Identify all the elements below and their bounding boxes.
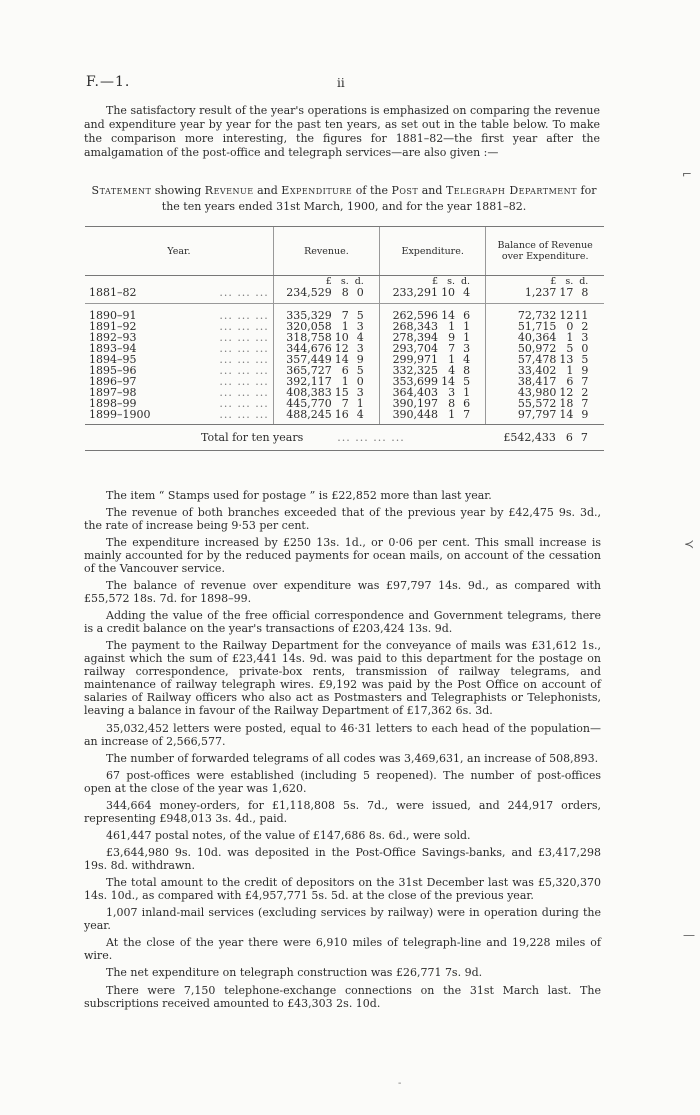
total-pounds: £542,433 [503, 431, 556, 444]
revenue-cell [273, 287, 379, 304]
balance-cell [486, 409, 604, 425]
amount-shillings: 3 [448, 386, 456, 399]
table-row [85, 409, 604, 425]
amount-pence: 2 [581, 320, 589, 333]
body-paragraph: 67 post-offices were established (including 5 reopened). The number of post-offices open at the close of the year was 1,620. [84, 768, 601, 795]
amount-shillings: 12 [334, 342, 349, 355]
year-label: 1895–96 [89, 364, 137, 377]
unit-pound: £ [325, 276, 332, 287]
caption-text: and [253, 184, 282, 197]
amount-pence: 9 [581, 364, 589, 377]
amount-shillings: 10 [441, 286, 456, 299]
amount-pounds: 392,117 [286, 375, 332, 388]
unit-shilling: s. [447, 276, 456, 287]
balance-cell [486, 304, 604, 322]
total-balance-cell [486, 425, 604, 451]
amount-shillings: 1 [448, 353, 456, 366]
amount-pounds: 299,971 [392, 353, 439, 366]
amount-pounds: 72,732 [517, 309, 557, 322]
leader-dots: ... ... ... [219, 397, 269, 410]
body-paragraph: 461,447 postal notes, of the value of £147,686 8s. 6d., were sold. [106, 828, 471, 842]
amount-shillings: 7 [448, 342, 456, 355]
year-label: 1881–82 [89, 286, 137, 299]
unit-pound: £ [432, 276, 439, 287]
amount-pence: 7 [581, 375, 589, 388]
body-paragraph: The total amount to the credit of depositors on the 31st December last was £5,320,370 14s. 10d., as compared with £4,957,771 5s. 5d. at the close of the previous year. [84, 876, 601, 903]
amount-pounds: 364,403 [392, 386, 439, 399]
body-paragraph: The number of forwarded telegrams of all codes was 3,469,631, an increase of 508,893. [106, 751, 599, 765]
amount-shillings: 7 [341, 309, 349, 322]
leader-dots: ... ... ... [219, 342, 269, 355]
leader-dots: ... ... ... [219, 408, 269, 421]
amount-shillings: 8 [448, 397, 456, 410]
body-paragraph: 35,032,452 letters were posted, equal to 46·31 letters to each head of the population—an increase of 2,566,577. [84, 721, 601, 748]
amount-pounds: 51,715 [517, 320, 557, 333]
amount-pounds: 390,448 [392, 408, 439, 421]
revenue-expenditure-table [85, 226, 604, 451]
year-label: 1891–92 [89, 320, 137, 333]
amount-shillings: 1 [448, 320, 456, 333]
amount-shillings: 17 [559, 286, 574, 299]
margin-mark: ⌐ [682, 167, 693, 181]
amount-pence: 8 [463, 364, 471, 377]
amount-pence: 4 [356, 331, 364, 344]
amount-pounds: 50,972 [517, 342, 557, 355]
amount-pence: 5 [356, 309, 364, 322]
expenditure-cell [380, 409, 486, 425]
amount-pence: 8 [581, 286, 589, 299]
margin-mark: — [683, 928, 695, 942]
caption-text: for the ten years ended 31st March, 1900, and for the year 1881–82. [161, 184, 597, 213]
unit-shilling: s. [565, 276, 574, 287]
total-row [85, 425, 604, 451]
amount-pence: 2 [581, 386, 589, 399]
leader-dots: ... ... ... [219, 331, 269, 344]
year-cell [85, 304, 273, 322]
amount-shillings: 14 [441, 309, 456, 322]
amount-pounds: 344,676 [286, 342, 332, 355]
amount-shillings: 1 [341, 375, 349, 388]
unit-pence: d. [460, 276, 471, 287]
leader-dots: ... ... ... [219, 375, 269, 388]
amount-pence: 7 [463, 408, 471, 421]
body-paragraph: £3,644,980 9s. 10d. was deposited in the Post-Office Savings-banks, and £3,417,298 19s. 8d. withdrawn. [84, 846, 601, 873]
body-paragraph: The net expenditure on telegraph construction was £26,771 7s. 9d. [106, 966, 483, 980]
caption-text: of the [352, 184, 392, 197]
table-body [85, 276, 604, 451]
amount-pence: 11 [574, 309, 589, 322]
leader-dots: ... ... ... [219, 386, 269, 399]
amount-pence: 3 [356, 386, 364, 399]
table-header-row [85, 227, 604, 276]
body-paragraph: The balance of revenue over expenditure was £97,797 14s. 9d., as compared with £55,572 18s. 7d. for 1898–99. [84, 579, 601, 606]
body-paragraph: 1,007 inland-mail services (excluding services by railway) were in operation during the year. [84, 906, 601, 933]
header-expenditure: Expenditure. [380, 227, 486, 276]
amount-shillings: 9 [448, 331, 456, 344]
amount-pence: 0 [581, 342, 589, 355]
amount-pounds: 268,343 [392, 320, 439, 333]
total-shillings: 6 [565, 431, 573, 444]
body-paragraph: The revenue of both branches exceeded that of the previous year by £42,475 9s. 3d., the rate of increase being 9·53 per cent. [84, 506, 601, 533]
revenue-cell [273, 304, 379, 322]
amount-pounds: 57,478 [517, 353, 557, 366]
body-text [84, 489, 601, 1014]
leader-dots: ... ... ... [219, 286, 269, 299]
amount-pence: 0 [356, 375, 364, 388]
amount-shillings: 14 [334, 353, 349, 366]
amount-pence: 3 [463, 342, 471, 355]
table-row [85, 304, 604, 322]
amount-pence: 3 [356, 320, 364, 333]
amount-pounds: 390,197 [392, 397, 439, 410]
expenditure-cell [380, 304, 486, 322]
amount-pounds: 278,394 [392, 331, 439, 344]
year-label: 1890–91 [89, 309, 137, 322]
unit-shilling: s. [340, 276, 349, 287]
year-label: 1892–93 [89, 331, 137, 344]
amount-pence: 4 [356, 408, 364, 421]
body-paragraph: The item “ Stamps used for postage ” is £22,852 more than last year. [106, 489, 492, 502]
caption-word-revenue: Revenue [204, 184, 254, 197]
amount-shillings: 7 [341, 397, 349, 410]
amount-pounds: 408,383 [286, 386, 332, 399]
amount-shillings: 0 [566, 320, 574, 333]
revenue-cell [273, 409, 379, 425]
amount-pounds: 365,727 [286, 364, 332, 377]
unit-pence: d. [354, 276, 364, 287]
amount-pounds: 488,245 [286, 408, 332, 421]
leader-dots: ... ... ... [219, 364, 269, 377]
leader-dots: ... ... ... [219, 320, 269, 333]
caption-word-telegraph-department: Telegraph Department [445, 184, 577, 197]
amount-shillings: 15 [334, 386, 349, 399]
body-paragraph: Adding the value of the free official correspondence and Government telegrams, there is a credit balance on the year's transactions of £203,424 13s. 9d. [84, 609, 601, 636]
amount-pounds: 335,329 [286, 309, 332, 322]
amount-pounds: 43,980 [517, 386, 557, 399]
body-paragraph: The payment to the Railway Department for the conveyance of mails was £31,612 1s., against which the sum of £23,441 14s. 9d. was paid to this department for the postage on railway correspondence, private-box rents, transmission of railway telegrams, and maintenance of railway telegraph wires. £9,192 was paid by the Post Office on account of salaries of Railway officers who also act as Postmasters and Telegraphists or Telephonists, leaving a balance in favour of the Railway Department of £17,362 6s. 3d. [84, 639, 601, 718]
caption-word-statement: Statement [91, 184, 152, 197]
balance-cell [486, 287, 604, 304]
amount-pence: 7 [581, 397, 589, 410]
caption-word-post: Post [391, 184, 419, 197]
amount-shillings: 12 [559, 386, 574, 399]
year-cell [85, 409, 273, 425]
amount-pounds: 40,364 [517, 331, 557, 344]
amount-pounds: 1,237 [524, 286, 557, 299]
amount-shillings: 8 [341, 286, 349, 299]
header-revenue: Revenue. [273, 227, 379, 276]
amount-pence: 3 [356, 342, 364, 355]
amount-pence: 1 [463, 320, 471, 333]
amount-pence: 4 [463, 353, 471, 366]
amount-shillings: 1 [566, 331, 574, 344]
amount-shillings: 1 [566, 364, 574, 377]
header-balance: Balance of Revenue over Expenditure. [486, 227, 604, 276]
page-number: ii [337, 76, 345, 90]
amount-pence: 6 [463, 397, 471, 410]
caption-word-expenditure: Expenditure [281, 184, 353, 197]
caption-text: and [418, 184, 446, 197]
amount-shillings: 14 [441, 375, 456, 388]
year-cell-inner [89, 409, 269, 420]
total-pence: 7 [580, 431, 588, 444]
amount-pounds: 55,572 [517, 397, 557, 410]
table-row [85, 287, 604, 304]
amount-pounds: 357,449 [286, 353, 332, 366]
amount-pence: 1 [356, 397, 364, 410]
amount-pence: 0 [356, 286, 364, 299]
amount-pounds: 33,402 [517, 364, 557, 377]
amount-pounds: 233,291 [392, 286, 439, 299]
amount-pence: 1 [463, 331, 471, 344]
amount-pence: 4 [463, 286, 471, 299]
amount-pounds: 353,699 [392, 375, 439, 388]
amount-pence: 5 [356, 364, 364, 377]
amount-pence: 9 [581, 408, 589, 421]
expenditure-cell [380, 287, 486, 304]
caption-text: showing [151, 184, 205, 197]
leader-dots: ... ... ... ... [337, 431, 405, 444]
year-label: 1894–95 [89, 353, 137, 366]
body-paragraph: 344,664 money-orders, for £1,118,808 5s. 7d., were issued, and 244,917 orders, representing £948,013 3s. 4d., paid. [84, 798, 601, 825]
body-paragraph: There were 7,150 telephone-exchange connections on the 31st March last. The subscriptions received amounted to £43,303 2s. 10d. [84, 983, 601, 1010]
amount-pounds: 445,770 [286, 397, 332, 410]
total-label-cell [85, 425, 486, 451]
amount-shillings: 12 [559, 309, 574, 322]
body-paragraph: The expenditure increased by £250 13s. 1d., or 0·06 per cent. This small increase is mainly accounted for by the reduced payments for ocean mails, on account of the cessation of the Vancouver service. [84, 536, 601, 576]
year-label: 1898–99 [89, 397, 137, 410]
year-cell-inner [89, 287, 269, 298]
total-label: Total for ten years [201, 431, 304, 444]
amount-pence: 9 [356, 353, 364, 366]
year-label: 1897–98 [89, 386, 137, 399]
amount-shillings: 14 [559, 408, 574, 421]
amount-shillings: 5 [566, 342, 574, 355]
amount-pounds: 38,417 [517, 375, 557, 388]
amount-pounds: 320,058 [286, 320, 332, 333]
margin-mark: ≺ [684, 537, 695, 551]
amount-pence: 1 [463, 386, 471, 399]
amount-pence: 5 [463, 375, 471, 388]
unit-pence: d. [579, 276, 589, 287]
amount-shillings: 6 [566, 375, 574, 388]
year-label: 1899–1900 [89, 408, 151, 421]
amount-shillings: 13 [559, 353, 574, 366]
amount-pounds: 293,704 [392, 342, 439, 355]
amount-pounds: 97,797 [517, 408, 557, 421]
amount-shillings: 16 [334, 408, 349, 421]
amount-pounds: 262,596 [392, 309, 439, 322]
year-cell [85, 287, 273, 304]
amount-pence: 3 [581, 331, 589, 344]
amount-pounds: 332,325 [392, 364, 439, 377]
unit-pound: £ [550, 276, 557, 287]
body-paragraph: At the close of the year there were 6,910 miles of telegraph-line and 19,228 miles of wire. [84, 936, 601, 963]
leader-dots: ... ... ... [219, 353, 269, 366]
amount-shillings: 1 [341, 320, 349, 333]
amount-shillings: 10 [334, 331, 349, 344]
year-label: 1893–94 [89, 342, 137, 355]
amount-pence: 5 [581, 353, 589, 366]
amount-shillings: 6 [341, 364, 349, 377]
footer-mark: - [398, 1078, 402, 1089]
intro-paragraph: The satisfactory result of the year's operations is emphasized on comparing the revenue and expenditure year by year for the past ten years, as set out in the table below. To make the comparison more interesting, the figures for 1881–82—the first year after the amalgamation of the post-office and telegraph services—are also given :— [84, 104, 600, 159]
year-label: 1896–97 [89, 375, 137, 388]
amount-pence: 6 [463, 309, 471, 322]
page-reference: F.—1. [86, 74, 131, 90]
amount-pounds: 234,529 [286, 286, 332, 299]
amount-shillings: 1 [448, 408, 456, 421]
header-year: Year. [85, 227, 273, 276]
leader-dots: ... ... ... [219, 309, 269, 322]
amount-shillings: 18 [559, 397, 574, 410]
amount-shillings: 4 [448, 364, 456, 377]
table-caption [84, 183, 604, 215]
amount-pounds: 318,758 [286, 331, 332, 344]
